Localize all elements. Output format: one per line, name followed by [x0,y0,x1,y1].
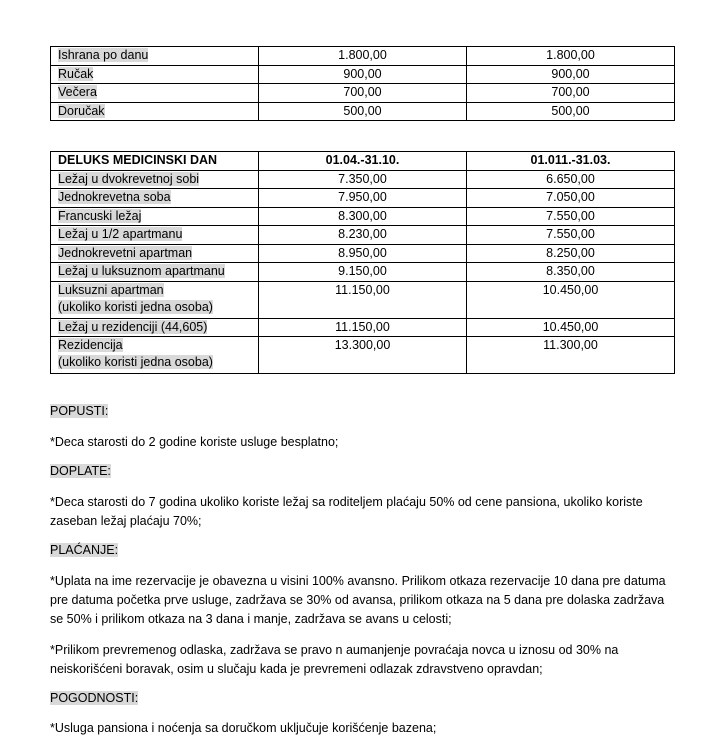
price-cell: 11.150,00 [259,281,467,318]
price-cell: 900,00 [467,65,675,84]
popusti-heading: POPUSTI: [50,404,109,418]
row-label: Rezidencija (ukoliko koristi jedna osoba) [51,337,259,374]
price-cell: 1.800,00 [259,47,467,66]
price-cell: 1.800,00 [467,47,675,66]
table-row [51,84,675,103]
price-cell: 11.300,00 [467,337,675,374]
price-cell: 8.250,00 [467,244,675,263]
price-cell: 500,00 [467,102,675,121]
row-label: Ležaj u dvokrevetnoj sobi [51,170,259,189]
price-cell: 8.950,00 [259,244,467,263]
row-label: Ležaj u 1/2 apartmanu [51,226,259,245]
doplate-text: *Deca starosti do 7 godina ukoliko koriste ležaj sa roditeljem plaćaju 50% od cene pansiona, ukoliko koriste zaseban ležaj plaćaju 70%; [50,495,643,528]
pogodnosti-heading: POGODNOSTI: [50,691,139,705]
table-row [51,47,675,66]
pogodnosti-text: *Usluga pansiona i noćenja sa doručkom uključuje korišćenje bazena; [50,721,437,735]
table-row [51,226,675,245]
meals-price-table [50,46,675,121]
price-cell: 10.450,00 [467,281,675,318]
table-row [51,189,675,208]
deluxe-medical-day-table [50,151,675,374]
row-label: Jednokrevetna soba [51,189,259,208]
row-label: Jednokrevetni apartman [51,244,259,263]
price-cell: 11.150,00 [259,318,467,337]
row-label: Luksuzni apartman (ukoliko koristi jedna osoba) [51,281,259,318]
price-cell: 7.550,00 [467,226,675,245]
price-cell: 8.350,00 [467,263,675,282]
price-cell: 10.450,00 [467,318,675,337]
row-label: Ležaj u luksuznom apartmanu [51,263,259,282]
price-cell: 8.230,00 [259,226,467,245]
row-label: Francuski ležaj [51,207,259,226]
price-cell: 6.650,00 [467,170,675,189]
table-header-row [51,152,675,171]
row-label: Ishrana po danu [51,47,259,66]
row-label: Doručak [51,102,259,121]
table-row [51,244,675,263]
table-row [51,65,675,84]
price-cell: 700,00 [467,84,675,103]
header-period-2: 01.011.-31.03. [467,152,675,171]
row-label: Ležaj u rezidenciji (44,605) [51,318,259,337]
header-label: DELUKS MEDICINSKI DAN [51,152,259,171]
placanje-heading: PLAĆANJE: [50,543,119,557]
placanje-text-2: *Prilikom prevremenog odlaska, zadržava se pravo n aumanjenje povraćaja novca u iznosu od 30% na neiskorišćeni boravak, osim u slučaju kada je prevremeni odlazak zdravstveno opravdan; [50,643,619,676]
price-cell: 7.350,00 [259,170,467,189]
table-row [51,318,675,337]
price-cell: 7.550,00 [467,207,675,226]
row-label: Ručak [51,65,259,84]
table-row [51,207,675,226]
table-row [51,102,675,121]
price-cell: 9.150,00 [259,263,467,282]
table-row [51,281,675,318]
popusti-text: *Deca starosti do 2 godine koriste usluge besplatno; [50,435,339,449]
header-period-1: 01.04.-31.10. [259,152,467,171]
price-cell: 500,00 [259,102,467,121]
placanje-text-1: *Uplata na ime rezervacije je obavezna u visini 100% avansno. Prilikom otkaza rezervacije 10 dana pre datuma pre datuma početka prve usluge, zadržava se 30% od avansa, prilikom otkaza na 5 dana pre dolaska zadržava se 50% i prilikom otkaza na 3 dana i manje, zadržava se avans u celosti; [50,574,666,626]
price-cell: 8.300,00 [259,207,467,226]
price-cell: 900,00 [259,65,467,84]
table-row [51,263,675,282]
table-row [51,170,675,189]
price-cell: 7.050,00 [467,189,675,208]
table-row [51,337,675,374]
price-cell: 7.950,00 [259,189,467,208]
row-label: Večera [51,84,259,103]
price-cell: 700,00 [259,84,467,103]
price-cell: 13.300,00 [259,337,467,374]
doplate-heading: DOPLATE: [50,464,111,478]
